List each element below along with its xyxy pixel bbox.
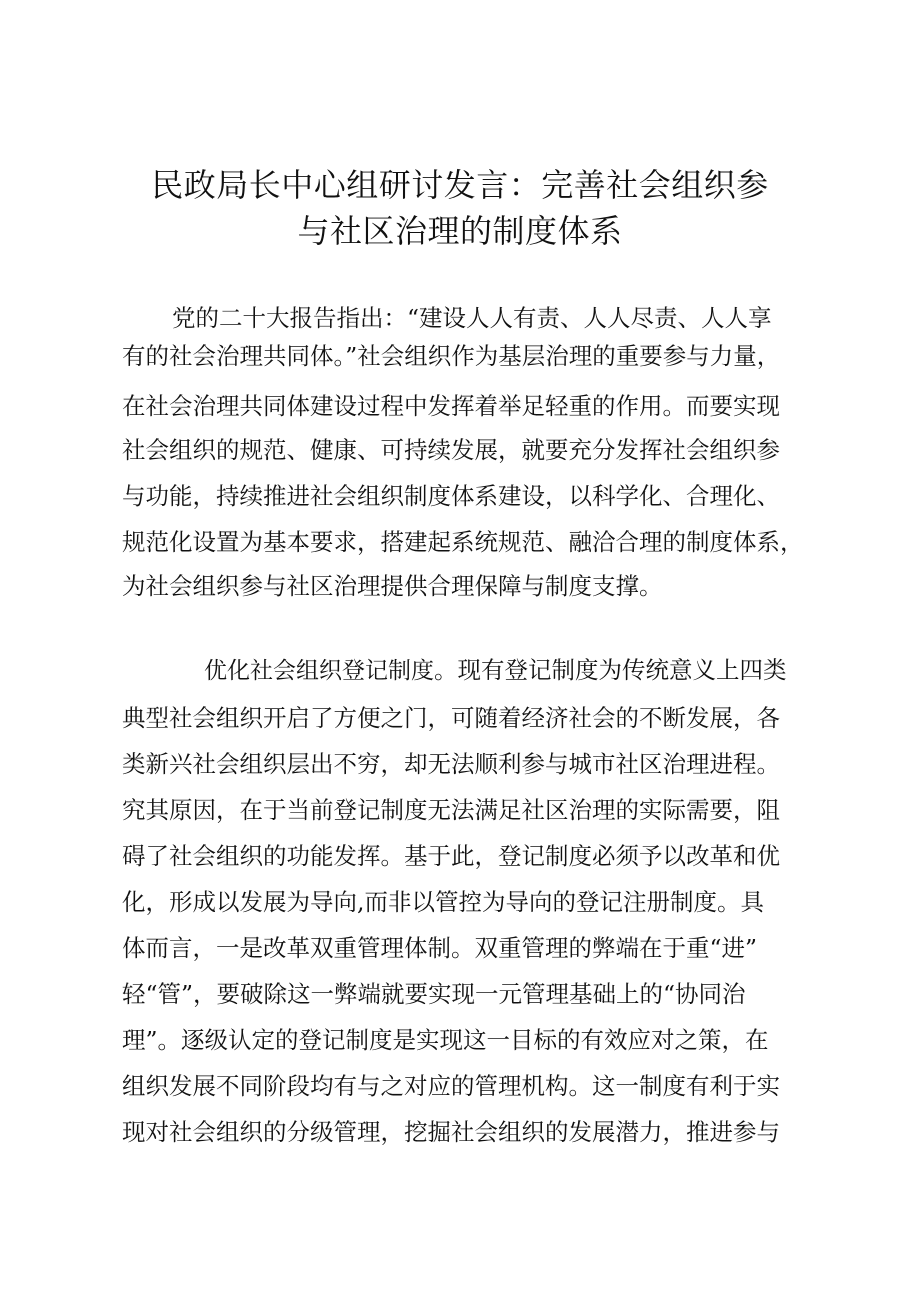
paragraph-1-line-2: 有的社会治理共同体。”社会组织作为基层治理的重要参与力量， [122,342,781,370]
paragraph-1-line-6: 规范化设置为基本要求，搭建起系统规范、融洽合理的制度体系， [122,528,804,556]
paragraph-2-line-3: 类新兴社会组织层出不穷，却无法顺利参与城市社区治理进程。 [122,750,780,778]
paragraph-2-line-7: 体而言，一是改革双重管理体制。双重管理的弊端在于重“进” [122,934,758,962]
paragraph-2-line-1 [204,652,920,689]
paragraph-2-line-8: 轻“管”，要破除这一弊端就要实现一元管理基础上的“协同治 [122,980,746,1008]
paragraph-2-line-5: 碍了社会组织的功能发挥。基于此，登记制度必须予以改革和优 [122,842,780,870]
paragraph-2-line-9: 理”。逐级认定的登记制度是实现这一目标的有效应对之策，在 [122,1026,769,1054]
paragraph-2-lead: 优化社会组织登记制度 [204,658,434,684]
paragraph-2-line-10: 组织发展不同阶段均有与之对应的管理机构。这一制度有利于实 [122,1072,780,1100]
paragraph-1-line-7: 为社会组织参与社区治理提供合理保障与制度支撑。 [122,572,663,600]
document-title-line-2: 与社区治理的制度体系 [297,212,623,250]
paragraph-1-line-3: 在社会治理共同体建设过程中发挥着举足轻重的作用。而要实现 [122,392,780,420]
document-title-line-1: 民政局长中心组研讨发言：完善社会组织参 [151,166,769,204]
paragraph-1-line-4: 社会组织的规范、健康、可持续发展，就要充分发挥社会组织参 [122,436,780,464]
paragraph-1-line-1: 党的二十大报告指出：“建设人人有责、人人尽责、人人享 [172,304,772,332]
paragraph-2-line-6: 化，形成以发展为导向,而非以管控为导向的登记注册制度。具 [122,888,764,916]
paragraph-2-line-11: 现对社会组织的分级管理，挖掘社会组织的发展潜力，推进参与 [122,1118,780,1146]
paragraph-2-line-4: 究其原因，在于当前登记制度无法满足社区治理的实际需要，阻 [122,796,780,824]
paragraph-1-line-5: 与功能，持续推进社会组织制度体系建设，以科学化、合理化、 [122,482,780,510]
paragraph-2-line-2: 典型社会组织开启了方便之门，可随着经济社会的不断发展，各 [122,704,780,732]
paragraph-2-line-1-rest: 。现有登记制度为传统意义上四类 [434,656,787,684]
